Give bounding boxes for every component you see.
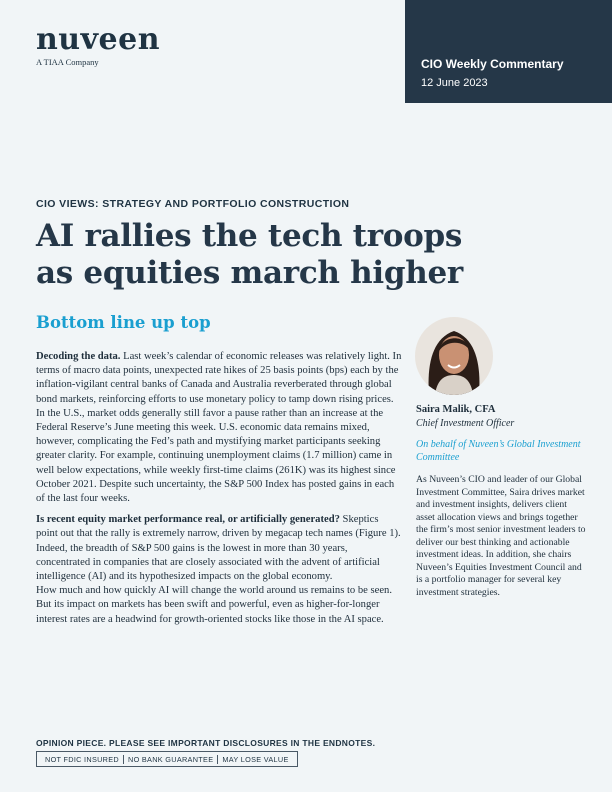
section-title: Bottom line up top: [36, 313, 211, 332]
fdic-item: MAY LOSE VALUE: [222, 754, 289, 764]
paragraph-equity: [36, 513, 402, 584]
publication-title: CIO Weekly Commentary: [421, 57, 564, 71]
fdic-item: NO BANK GUARANTEE: [128, 754, 214, 764]
disclaimer: OPINION PIECE. PLEASE SEE IMPORTANT DISCLOSURES IN THE ENDNOTES.: [36, 738, 376, 748]
headline-line-2: as equities march higher: [36, 255, 463, 291]
paragraph-lead: Decoding the data.: [36, 351, 121, 362]
paragraph-text: Skeptics point out that the rally is extremely narrow, driven by megacap tech names (Figure 1). Indeed, the breadth of S&P 500 gains is the lowest in more than 30 years, concentrated in companies that are closely associated with the advent of artificial intelligence (AI) and its hypothesized impacts on the global economy.: [36, 514, 401, 583]
logo-tagline: A TIAA Company: [36, 57, 99, 67]
paragraph-text: Last week’s calendar of economic releases was relatively light. In terms of macro data points, unexpected rate hikes of 25 basis points (bps) each by the inflation-vigilant central banks of Canada and Australia reverberated through global bond markets, reinforcing efforts to use monetary policy to tamp down rising prices. In the U.S., market odds generally still favor a pause rather than an increase at the Federal Reserve’s June meeting this week. U.S. economic data remains mixed, however, complicating the Fed’s path and mystifying market participants seeking greater clarity. For example, continuing unemployment claims (1.7 million) came in well below expectations, while weekly first-time claims (261K) was its highest since October 2021. Despite such uncertainty, the S&P 500 Index has posted gains in each of the last four weeks.: [36, 351, 402, 505]
author-photo: [415, 317, 493, 395]
fdic-item: NOT FDIC INSURED: [45, 754, 119, 764]
author-on-behalf: On behalf of Nuveen’s Global Investment Committee: [416, 439, 581, 463]
nuveen-logo: nuveen: [36, 22, 161, 57]
article-body: [36, 350, 402, 634]
headline-line-1: AI rallies the tech troops: [36, 218, 463, 254]
publication-date: 12 June 2023: [421, 77, 488, 89]
author-portrait-icon: [415, 317, 493, 395]
paragraph-lead: Is recent equity market performance real, or artificially generated?: [36, 514, 340, 526]
page-title: [36, 218, 506, 292]
paragraph-ai: [36, 584, 402, 627]
header-box: [405, 0, 612, 103]
author-bio: As Nuveen’s CIO and leader of our Global Investment Committee, Saira drives market and investment insights, delivers client asset allocation views and brings together the firm’s most senior investment leaders to deliver our best thinking and actionable investment ideas. In addition, she chairs Nuveen’s Equities Investment Council and is a portfolio manager for several key investment strategies.: [416, 474, 586, 598]
fdic-notice: [36, 751, 298, 767]
paragraph-text: How much and how quickly AI will change the world around us remains to be seen. But its impact on markets has been swift and powerful, even as higher-for-longer interest rates are a headwind for growth-oriented stocks like those in the AI space.: [36, 585, 392, 625]
section-kicker: CIO VIEWS: STRATEGY AND PORTFOLIO CONSTRUCTION: [36, 198, 350, 210]
paragraph-decoding: [36, 350, 402, 506]
author-role: Chief Investment Officer: [416, 418, 515, 429]
author-name: Saira Malik, CFA: [416, 404, 496, 415]
